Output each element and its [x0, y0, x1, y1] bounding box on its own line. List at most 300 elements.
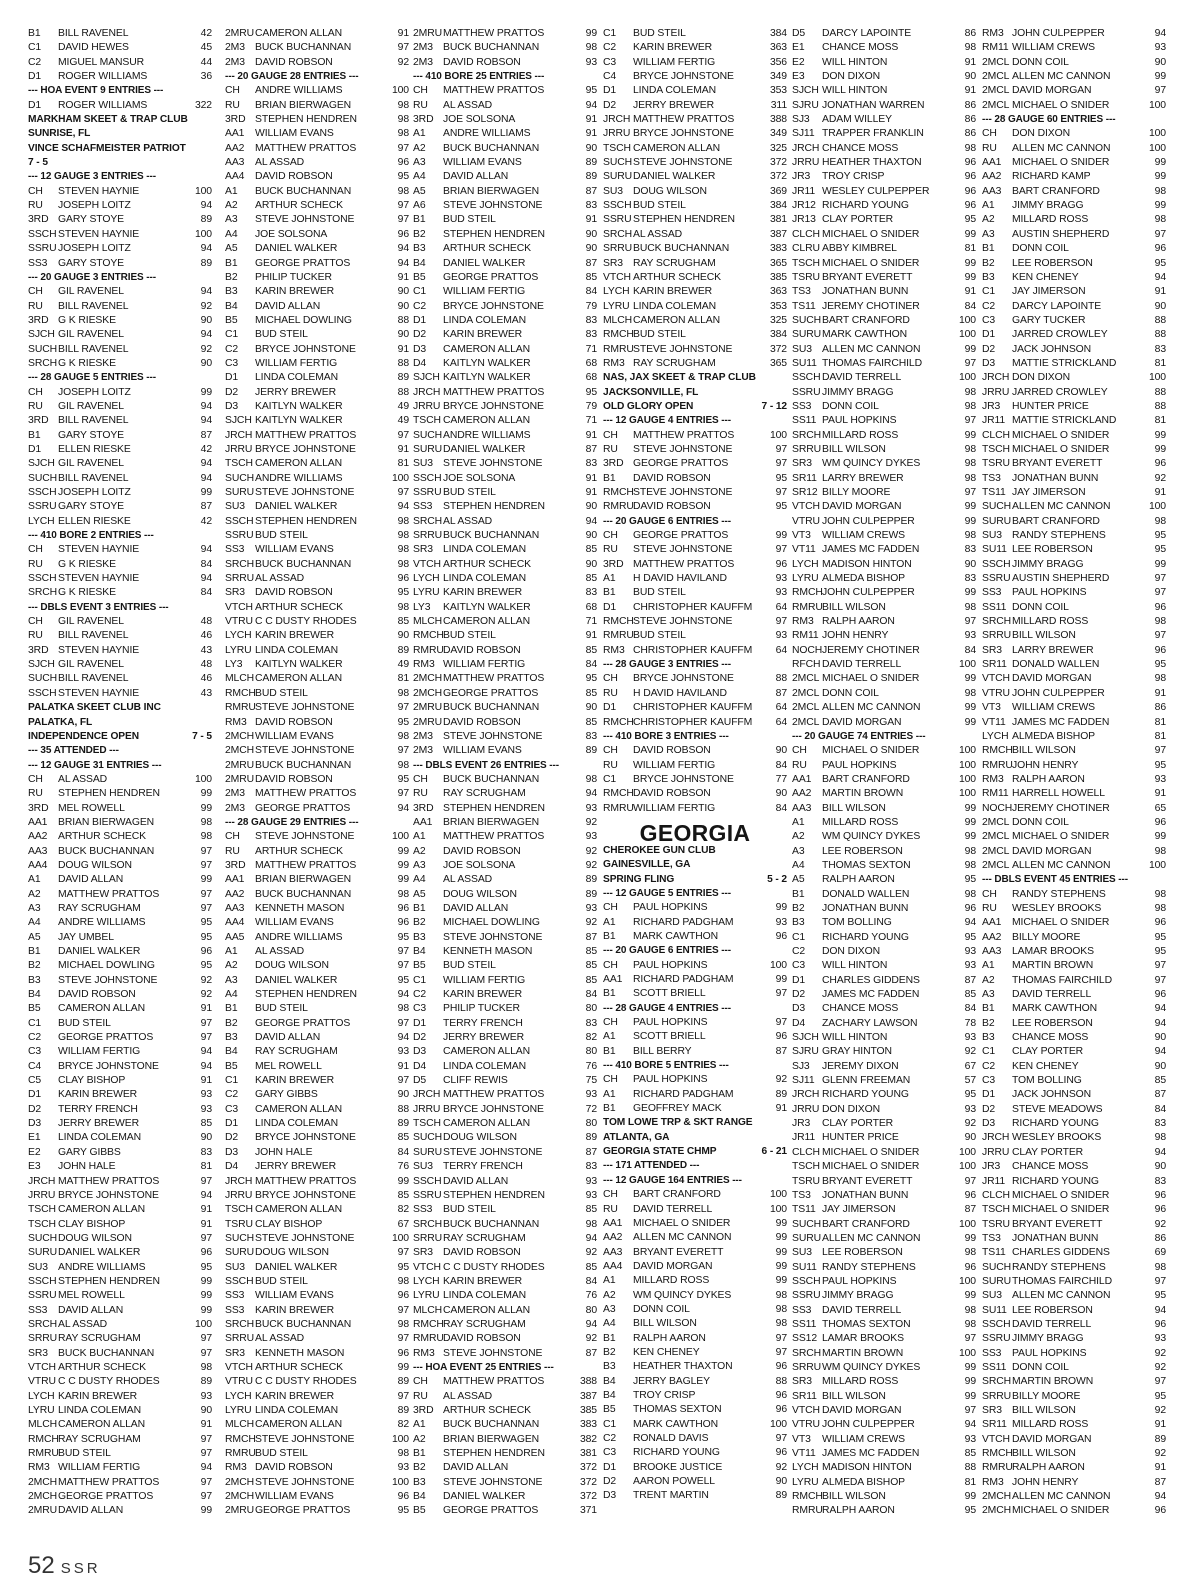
class-code: RMCH	[982, 745, 1013, 757]
shooter-name: KEN CHENEY	[1012, 271, 1079, 283]
score: 99	[964, 257, 976, 269]
class-code: RM11	[982, 42, 1009, 54]
score: 84	[964, 300, 976, 312]
score: 92	[200, 343, 212, 355]
class-code: SR11	[792, 1390, 817, 1402]
result-row	[225, 1375, 409, 1389]
score: 93	[964, 1433, 976, 1445]
shooter-name: JOHN CULPEPPER	[822, 515, 915, 527]
class-code: D3	[603, 1490, 617, 1502]
result-row	[982, 1189, 1166, 1203]
score: 84	[775, 802, 787, 814]
result-row	[792, 558, 976, 572]
class-code: A6	[413, 200, 426, 212]
score: 99	[964, 515, 976, 527]
score: 85	[585, 1204, 597, 1216]
shooter-name: JAY UMBEL	[58, 931, 114, 943]
shooter-name: JAMES MC FADDEN	[1012, 716, 1110, 728]
score: 95	[397, 716, 409, 728]
result-row	[225, 572, 409, 586]
class-code: JRRU	[792, 157, 820, 169]
result-row	[225, 1275, 409, 1289]
score: 98	[964, 1304, 976, 1316]
result-row	[792, 500, 976, 514]
score: 97	[964, 1333, 976, 1345]
shooter-name: CLAY BISHOP	[58, 1218, 126, 1230]
result-row	[603, 199, 787, 213]
class-code: MLCH	[225, 1419, 255, 1431]
shooter-name: BUCK BUCHANNAN	[443, 1218, 540, 1230]
shoot-date	[208, 142, 212, 156]
score: 98	[397, 1003, 409, 1015]
class-code: JRCH	[603, 114, 631, 126]
class-code: 2MRU	[413, 28, 443, 39]
result-row	[982, 457, 1166, 471]
score: 97	[775, 443, 787, 455]
class-code: SURU	[792, 1232, 822, 1244]
shooter-name: G K RIESKE	[58, 314, 116, 326]
result-row	[28, 1461, 212, 1475]
score: 85	[200, 1118, 212, 1130]
class-code: TSRU	[982, 458, 1010, 470]
result-row	[982, 70, 1166, 84]
result-row	[603, 1332, 787, 1346]
result-row	[792, 1404, 976, 1418]
class-code: AA1	[413, 816, 433, 828]
score: 42	[200, 443, 212, 455]
class-code: AA2	[603, 1232, 623, 1244]
result-row	[982, 1131, 1166, 1145]
score: 69	[1154, 1247, 1166, 1259]
result-row	[28, 257, 212, 271]
result-row	[792, 1203, 976, 1217]
class-code: RU	[28, 200, 43, 212]
shooter-name: DOUG WILSON	[633, 185, 707, 197]
shooter-name: CLAY BISHOP	[255, 1218, 323, 1230]
class-code: SU3	[225, 1261, 245, 1273]
score: 98	[964, 859, 976, 871]
class-code: 3RD	[603, 458, 624, 470]
score: 84	[585, 286, 597, 298]
score: 96	[775, 1404, 787, 1416]
class-code: 2MRU	[225, 28, 255, 39]
shooter-name: JAMES MC FADDEN	[822, 1448, 920, 1460]
score: 89	[397, 1376, 409, 1388]
score: 83	[585, 314, 597, 326]
event-entries-header	[792, 730, 976, 744]
class-code: B5	[28, 1003, 41, 1015]
score: 80	[585, 1003, 597, 1015]
score: 99	[397, 859, 409, 871]
score: 94	[585, 1232, 597, 1244]
result-row	[603, 500, 787, 514]
score: 99	[775, 530, 787, 542]
class-code: JRCH	[982, 1132, 1010, 1144]
class-code: 2MCL	[982, 845, 1010, 857]
shooter-name: BROOKE JUSTICE	[633, 1461, 723, 1473]
class-code: RMCH	[603, 788, 634, 800]
result-row	[413, 1175, 597, 1189]
result-row	[792, 1461, 976, 1475]
shooter-name: BILLY MOORE	[1012, 931, 1081, 943]
score: 96	[397, 1347, 409, 1359]
shooter-name: BILL RAVENEL	[58, 28, 129, 39]
result-row	[413, 1347, 597, 1361]
class-code: D1	[225, 372, 239, 384]
score: 90	[1154, 1060, 1166, 1072]
class-code: SJ3	[792, 114, 810, 126]
result-row	[982, 572, 1166, 586]
shooter-name: JOSEPH LOITZ	[58, 386, 131, 398]
class-code: 3RD	[28, 802, 49, 814]
shooter-name: HEATHER THAXTON	[633, 1361, 733, 1373]
result-row	[982, 486, 1166, 500]
shooter-name: DAVID ROBSON	[58, 989, 136, 1001]
score: 100	[1148, 128, 1166, 140]
shooter-name: BUD STEIL	[633, 630, 686, 642]
attendance-text: --- 35 ATTENDED ---	[28, 745, 119, 757]
class-code: VTCH	[982, 673, 1010, 685]
score: 93	[200, 1089, 212, 1101]
result-row	[28, 500, 212, 514]
result-row	[603, 586, 787, 600]
result-row	[982, 343, 1166, 357]
score: 83	[1154, 1175, 1166, 1187]
shoot-date: 7 - 5	[192, 730, 212, 742]
result-row	[413, 500, 597, 514]
shooter-name: DAVID TERRELL	[633, 1203, 713, 1215]
class-code: 3RD	[413, 114, 434, 126]
result-row	[982, 888, 1166, 902]
class-code: TS11	[982, 1247, 1006, 1259]
result-row	[225, 1361, 409, 1375]
result-row	[413, 27, 597, 41]
shooter-name: DAVID MORGAN	[1012, 673, 1092, 685]
shooter-name: MATTIE STRICKLAND	[1012, 357, 1117, 369]
shooter-name: GARY GIBBS	[58, 1146, 121, 1158]
result-row	[792, 328, 976, 342]
score: 85	[585, 974, 597, 986]
shooter-name: RAY SCRUGHAM	[58, 1333, 141, 1345]
score: 100	[391, 1232, 409, 1244]
shooter-name: BUCK BUCHANNAN	[255, 185, 352, 197]
result-row	[792, 787, 976, 801]
result-row	[792, 1418, 976, 1432]
score: 98	[1154, 214, 1166, 226]
result-row	[982, 1045, 1166, 1059]
shooter-name: LINDA COLEMAN	[255, 372, 339, 384]
score: 90	[585, 228, 597, 240]
class-code: 2MCH	[413, 673, 443, 685]
result-row	[225, 56, 409, 70]
shooter-name: WILLIAM EVANS	[255, 730, 334, 742]
result-row	[792, 931, 976, 945]
class-code: SRCH	[982, 1376, 1012, 1388]
result-row	[792, 1117, 976, 1131]
class-code: RM3	[792, 616, 814, 628]
result-row	[413, 1117, 597, 1131]
score: 97	[775, 616, 787, 628]
class-code: JRCH	[792, 1089, 820, 1101]
score: 91	[200, 1218, 212, 1230]
score: 94	[1154, 1491, 1166, 1503]
score: 98	[1154, 1261, 1166, 1273]
score: 96	[397, 902, 409, 914]
class-code: SRCH	[225, 558, 255, 570]
result-row	[792, 414, 976, 428]
shooter-name: LEE ROBERSON	[822, 1247, 903, 1259]
class-code: JRRU	[982, 386, 1010, 398]
score: 98	[964, 386, 976, 398]
shooter-name: BUCK BUCHANNAN	[443, 702, 540, 714]
result-row	[982, 615, 1166, 629]
class-code: RMRU	[28, 1448, 59, 1460]
score: 90	[964, 558, 976, 570]
shooter-name: CAMERON ALLAN	[633, 142, 721, 154]
result-row	[792, 170, 976, 184]
class-code: A1	[603, 916, 616, 928]
class-code: B2	[413, 1462, 426, 1474]
score: 94	[200, 458, 212, 470]
shooter-name: DAVID MORGAN	[1012, 85, 1092, 97]
result-row	[28, 1131, 212, 1145]
shooter-name: BUD STEIL	[633, 587, 686, 599]
class-code: 2MRU	[413, 702, 443, 714]
shooter-name: ALLEN MC CANNON	[1012, 859, 1111, 871]
result-row	[413, 1447, 597, 1461]
score: 83	[585, 730, 597, 742]
score: 100	[1148, 859, 1166, 871]
class-code: AA4	[225, 917, 245, 929]
class-code: C2	[413, 989, 427, 1001]
class-code: MLCH	[225, 673, 255, 685]
result-row	[982, 185, 1166, 199]
shooter-name: RICHARD KAMP	[1012, 171, 1091, 183]
result-row	[413, 988, 597, 1002]
result-row	[792, 457, 976, 471]
score: 97	[200, 1476, 212, 1488]
result-row	[792, 1160, 976, 1174]
score: 369	[769, 185, 787, 197]
shoot-name: VINCE SCHAFMEISTER PATRIOT	[28, 142, 186, 154]
score: 92	[964, 1046, 976, 1058]
shooter-name: DAVID MORGAN	[1012, 845, 1092, 857]
result-row	[603, 1418, 787, 1432]
shooter-name: RICHARD YOUNG	[822, 1089, 909, 1101]
shooter-name: DANIEL WALKER	[443, 1491, 526, 1503]
score: 97	[200, 1448, 212, 1460]
shooter-name: DAVID TERRELL	[822, 659, 902, 671]
shooter-name: WILLIAM FERTIG	[443, 974, 526, 986]
class-code: SJCH	[28, 659, 55, 671]
result-row	[225, 1504, 409, 1518]
results-column-2	[225, 27, 409, 1519]
event-header-text: --- 28 GAUGE 4 ENTRIES ---	[603, 1002, 731, 1014]
shooter-name: BRYCE JOHNSTONE	[255, 1132, 356, 1144]
result-row	[603, 959, 787, 973]
result-row	[413, 1318, 597, 1332]
class-code: B1	[792, 888, 805, 900]
shooter-name: JAY JIMERSON	[1012, 487, 1086, 498]
result-row	[792, 185, 976, 199]
shooter-name: PAUL HOPKINS	[1012, 1347, 1087, 1359]
shoot-name-line	[603, 400, 787, 414]
class-code: CH	[603, 1074, 618, 1086]
shooter-name: JOE SOLSONA	[443, 472, 516, 484]
class-code: SSRU	[28, 243, 57, 255]
class-code: C1	[28, 42, 42, 54]
class-code: D5	[413, 1075, 427, 1087]
score: 81	[1154, 357, 1166, 369]
class-code: RU	[603, 687, 618, 699]
shooter-name: SCOTT BRIELL	[633, 988, 706, 1000]
result-row	[792, 41, 976, 55]
result-row	[982, 974, 1166, 988]
result-row	[792, 1017, 976, 1031]
result-row	[225, 1318, 409, 1332]
class-code: SRRU	[792, 443, 822, 455]
result-row	[28, 1189, 212, 1203]
class-code: JRCH	[792, 142, 820, 154]
shooter-name: TOM BOLLING	[822, 917, 892, 929]
score: 91	[585, 472, 597, 484]
class-code: JRRU	[413, 400, 441, 412]
result-row	[225, 429, 409, 443]
result-row	[28, 314, 212, 328]
shooter-name: ALLEN MC CANNON	[822, 1232, 921, 1244]
result-row	[603, 1246, 787, 1260]
event-header-text: --- 28 GAUGE 60 ENTRIES ---	[982, 114, 1116, 126]
class-code: CH	[28, 185, 43, 197]
shooter-name: WILLIAM EVANS	[443, 157, 522, 169]
score: 81	[964, 243, 976, 255]
shooter-name: ALLEN MC CANNON	[1012, 1290, 1111, 1302]
result-row	[603, 572, 787, 586]
shooter-name: BART CRANFORD	[1012, 185, 1100, 197]
result-row	[225, 1103, 409, 1117]
result-row	[28, 1218, 212, 1232]
class-code: LYCH	[982, 730, 1009, 742]
result-row	[603, 987, 787, 1001]
shooter-name: CAMERON ALLAN	[443, 1046, 531, 1058]
event-header-text: --- 12 GAUGE 5 ENTRIES ---	[603, 887, 731, 899]
score: 93	[1154, 1333, 1166, 1345]
score: 97	[1154, 1376, 1166, 1388]
class-code: B5	[225, 1060, 238, 1072]
shooter-name: GRAY HINTON	[822, 1046, 892, 1058]
shooter-name: STEVEN HAYNIE	[58, 228, 140, 240]
shooter-name: GEORGE PRATTOS	[255, 1017, 351, 1029]
score: 43	[200, 687, 212, 699]
shooter-name: STEVE JOHNSTONE	[255, 702, 355, 714]
class-code: CH	[28, 616, 43, 628]
class-code: 2MRU	[28, 1505, 58, 1517]
result-row	[413, 429, 597, 443]
class-code: SURU	[982, 515, 1012, 527]
shooter-name: MATTHEW PRATTOS	[443, 28, 545, 39]
shooter-name: STEVE JOHNSTONE	[255, 1433, 355, 1445]
result-row	[792, 84, 976, 98]
class-code: VT11	[982, 716, 1006, 728]
shooter-name: DONN COIL	[1012, 816, 1069, 828]
class-code: MLCH	[603, 314, 633, 326]
class-code: SU3	[225, 501, 245, 513]
class-code: RU	[792, 759, 807, 771]
class-code: SSCH	[792, 1275, 821, 1287]
shooter-name: CHARLES GIDDENS	[822, 974, 920, 986]
class-code: RMCH	[603, 716, 634, 728]
shooter-name: ARTHUR SCHECK	[443, 1405, 531, 1416]
result-row	[603, 27, 787, 41]
class-code: TSCH	[413, 1118, 441, 1130]
result-row	[413, 1375, 597, 1389]
class-code: SRCH	[28, 1318, 58, 1330]
shooter-name: JOE SOLSONA	[443, 859, 516, 871]
result-row	[792, 773, 976, 787]
score: 92	[585, 917, 597, 929]
result-row	[28, 1375, 212, 1389]
shooter-name: DOUG WILSON	[443, 1132, 517, 1144]
class-code: B4	[225, 1046, 238, 1058]
result-row	[225, 1476, 409, 1490]
result-row	[413, 959, 597, 973]
shooter-name: MEL ROWELL	[58, 802, 125, 814]
shooter-name: DAVID TERRELL	[822, 372, 902, 384]
shooter-name: DAVID ROBSON	[443, 56, 521, 68]
shooter-name: G K RIESKE	[58, 558, 116, 570]
result-row	[792, 1131, 976, 1145]
result-row	[982, 443, 1166, 457]
result-row	[413, 41, 597, 55]
class-code: SR3	[603, 257, 623, 269]
result-row	[413, 228, 597, 242]
class-code: RU	[413, 788, 428, 800]
shooter-name: LEE ROBERSON	[1012, 257, 1093, 269]
class-code: RU	[413, 99, 428, 111]
class-code: A1	[413, 1419, 426, 1431]
shooter-name: CLAY PORTER	[1012, 1146, 1084, 1158]
score: 100	[391, 472, 409, 484]
shooter-name: DOUG WILSON	[443, 888, 517, 900]
class-code: B1	[28, 946, 41, 957]
score: 85	[964, 989, 976, 1001]
result-row	[603, 1403, 787, 1417]
result-row	[225, 386, 409, 400]
class-code: JR3	[792, 1118, 811, 1130]
score: 94	[1154, 1003, 1166, 1015]
shooter-name: BRYCE JOHNSTONE	[255, 1189, 356, 1201]
class-code: 2MCL	[982, 859, 1010, 871]
shooter-name: CAMERON ALLAN	[58, 1419, 146, 1431]
class-code: C1	[413, 286, 427, 298]
result-row	[28, 773, 212, 787]
class-code: B1	[28, 28, 41, 39]
attendance-text: --- 171 ATTENDED ---	[603, 1160, 700, 1172]
result-row	[982, 371, 1166, 385]
score: 97	[775, 1346, 787, 1358]
class-code: CH	[28, 544, 43, 556]
shooter-name: WM QUINCY DYKES	[822, 1361, 921, 1373]
shooter-name: DAVID ROBSON	[255, 1462, 333, 1474]
score: 97	[200, 888, 212, 900]
score: 94	[397, 989, 409, 1001]
class-code: A5	[413, 888, 426, 900]
shooter-name: DONN COIL	[1012, 243, 1069, 255]
score: 87	[1154, 1089, 1166, 1101]
shooter-name: LINDA COLEMAN	[255, 1118, 339, 1130]
shooter-name: LEE ROBERSON	[1012, 1017, 1093, 1029]
score: 100	[958, 1347, 976, 1359]
